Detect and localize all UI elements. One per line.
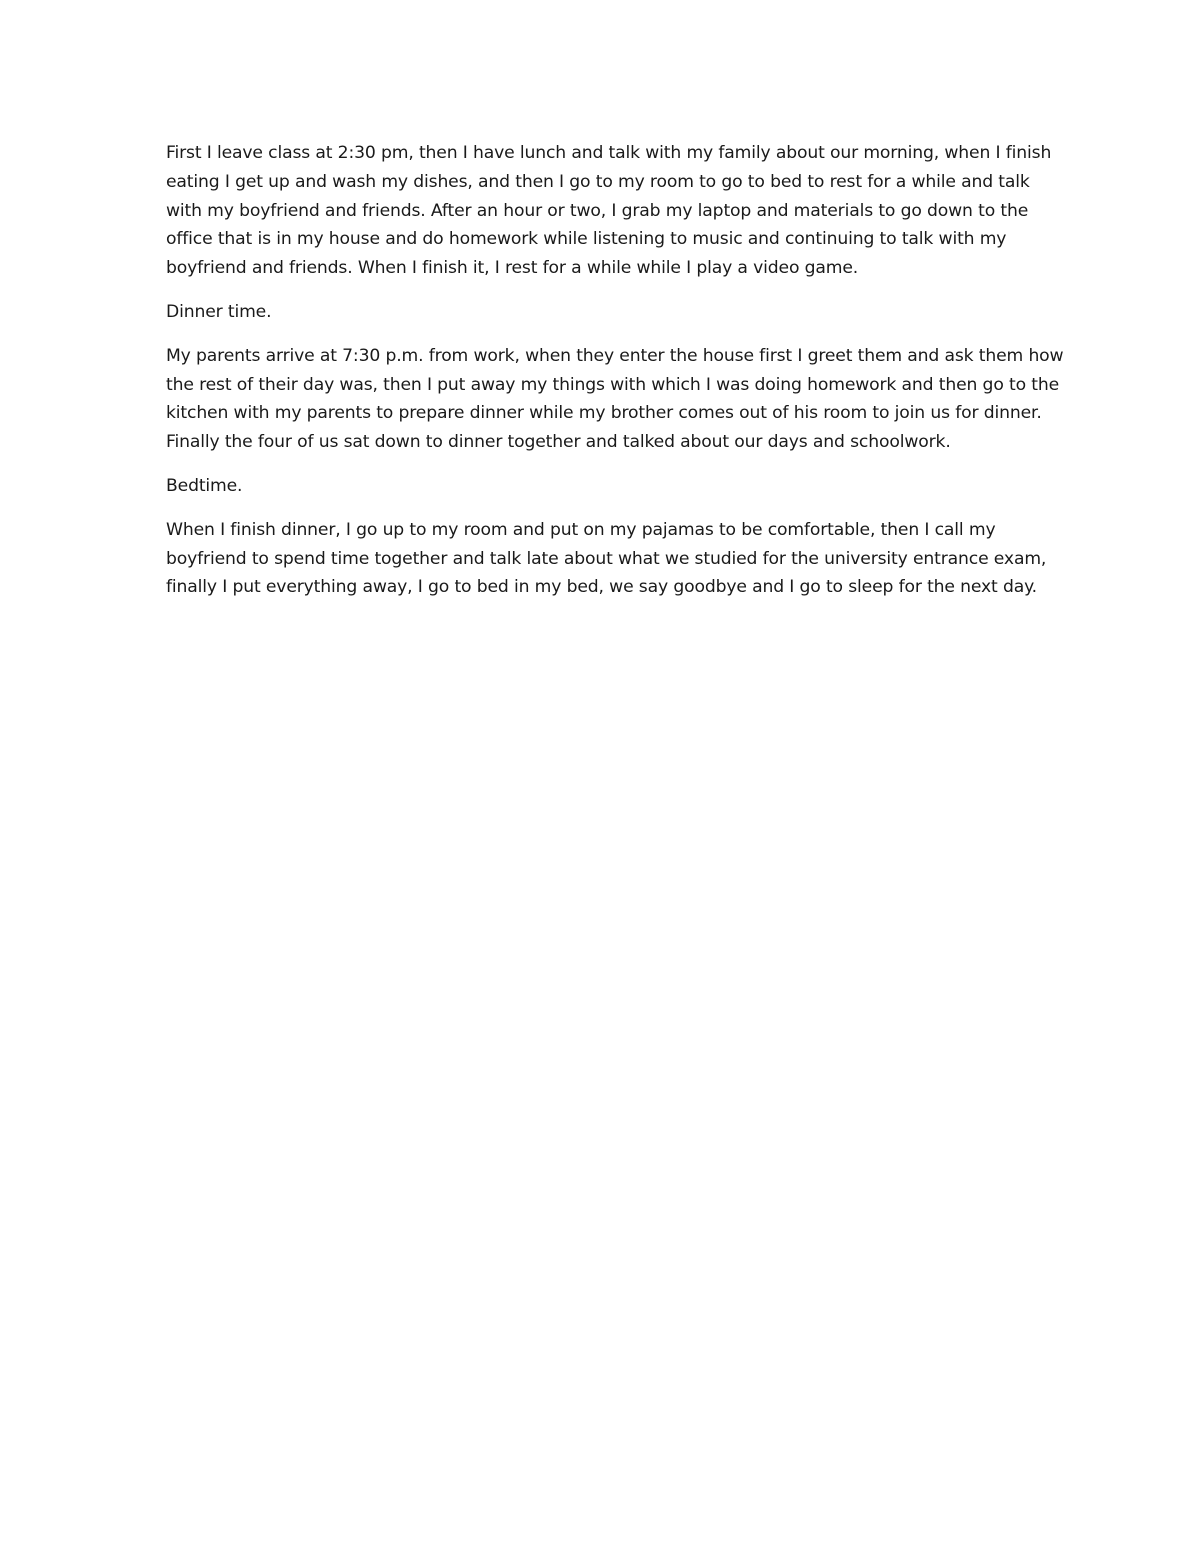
heading-bedtime: Bedtime.	[166, 475, 243, 496]
paragraph-bedtime: When I finish dinner, I go up to my room and put on my pajamas to be comfortable, then I call my boyfriend to spend time together and talk late about what we studied for the university entrance exam, finally I put everything away, I go to bed in my bed, we say goodbye and I go to sleep for the next day.	[166, 519, 1047, 598]
paragraph-dinner: My parents arrive at 7:30 p.m. from work, when they enter the house first I greet them and ask them how the rest of their day was, then I put away my things with which I was doing homework and then go to the kitchen with my parents to prepare dinner while my brother comes out of his room to join us for dinner. Finally the four of us sat down to dinner together and talked about our days and schoolwork.	[166, 345, 1064, 453]
document-body	[166, 139, 1066, 617]
paragraph-afternoon: First I leave class at 2:30 pm, then I have lunch and talk with my family about our morning, when I finish eating I get up and wash my dishes, and then I go to my room to go to bed to rest for a while and talk with my boyfriend and friends. After an hour or two, I grab my laptop and materials to go down to the office that is in my house and do homework while listening to music and continuing to talk with my boyfriend and friends. When I finish it, I rest for a while while I play a video game.	[166, 143, 1052, 279]
heading-dinner-time: Dinner time.	[166, 301, 272, 322]
